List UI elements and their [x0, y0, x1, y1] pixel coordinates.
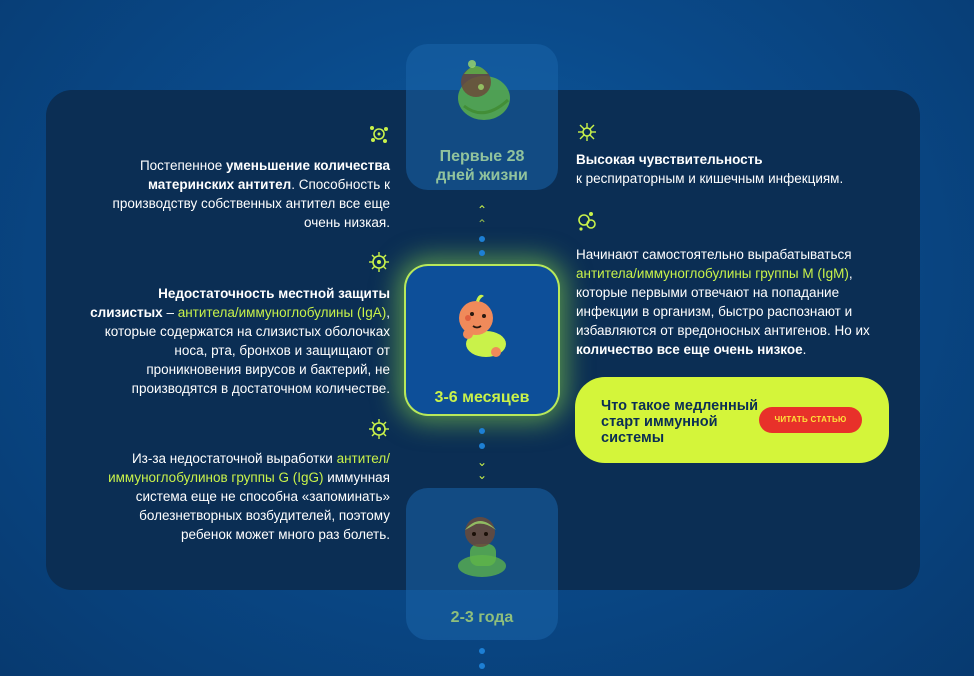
timeline-dot — [479, 250, 485, 256]
right-text-block-1 — [576, 150, 896, 188]
stage-label-3-6-months: 3-6 месяцев — [434, 389, 530, 406]
chevron-down-icon: ⌄ — [476, 468, 488, 482]
text: – — [162, 305, 178, 320]
text-highlight: антител/ иммуноглобулинов группы G (IgG) — [108, 451, 390, 485]
timeline-dot — [479, 663, 485, 669]
text-bold: Высокая чувствительность — [576, 152, 763, 167]
text-bold: уменьшение количества материнских антител — [147, 158, 390, 192]
chevron-up-icon: ⌃ — [476, 217, 488, 231]
text-bold: Недостаточность местной защиты слизистых — [90, 286, 390, 320]
bacteria-icon — [576, 210, 598, 232]
virus-icon — [368, 418, 390, 440]
article-promo-card[interactable] — [575, 377, 889, 463]
text: . — [802, 342, 807, 357]
toddler-icon — [446, 508, 518, 580]
chevron-up-icon: ⌃ — [476, 203, 488, 217]
swaddled-baby-icon — [446, 52, 518, 124]
timeline-dot — [479, 443, 485, 449]
stage-label-line1: Первые 28 — [439, 148, 525, 165]
virus-icon — [368, 251, 390, 273]
timeline-dot — [479, 428, 485, 434]
read-article-button[interactable]: ЧИТАТЬ СТАТЬЮ — [759, 407, 862, 433]
virus-icon — [576, 121, 598, 143]
text: , которые содержатся на слизистых оболочках носа, рта, бронхов и защищают от проникновения вирусов и бактерий, не производятся в достаточном количестве. — [104, 305, 390, 396]
timeline-dot — [479, 236, 485, 242]
text-highlight: антитела/иммуноглобулины (IgA) — [177, 305, 387, 320]
chevron-down-icon: ⌄ — [476, 455, 488, 469]
stage-label-line2: дней жизни — [436, 167, 528, 184]
stage-card-3-6-months[interactable] — [406, 266, 558, 414]
left-text-block-2 — [90, 284, 390, 398]
baby-sitting-icon — [446, 288, 518, 360]
text: Начинают самостоятельно вырабатываться — [576, 247, 852, 262]
text: Из-за недостаточной выработки — [131, 451, 337, 466]
text: , которые первыми отвечают на попадание инфекции в организм, быстро распознают и избавляются от вредоносных антигенов. Но их — [576, 266, 870, 338]
timeline-dot — [479, 648, 485, 654]
text: . Способность к производству собственных антител все еще очень низкая. — [112, 177, 390, 230]
left-text-block-1 — [90, 156, 390, 232]
promo-title: Что такое медленный старт иммунной системы — [601, 398, 759, 446]
text-bold: количество все еще очень низкое — [576, 342, 803, 357]
text: к респираторным и кишечным инфекциям. — [576, 171, 844, 186]
stage-card-2-3-years[interactable] — [406, 488, 558, 640]
text-highlight: антитела/иммуноглобулины группы M (IgM) — [576, 266, 849, 281]
stage-label-newborn — [406, 147, 558, 185]
text: Постепенное — [139, 158, 226, 173]
right-text-block-2 — [576, 245, 896, 359]
stage-label-2-3-years: 2-3 года — [450, 609, 514, 626]
left-text-block-3 — [90, 449, 390, 544]
text: иммунная система еще не способна «запоминать» болезнетворных возбудителей, поэтому ребенок может много раз болеть. — [135, 470, 390, 542]
stage-card-newborn[interactable] — [406, 44, 558, 190]
microbe-icon — [368, 123, 390, 145]
